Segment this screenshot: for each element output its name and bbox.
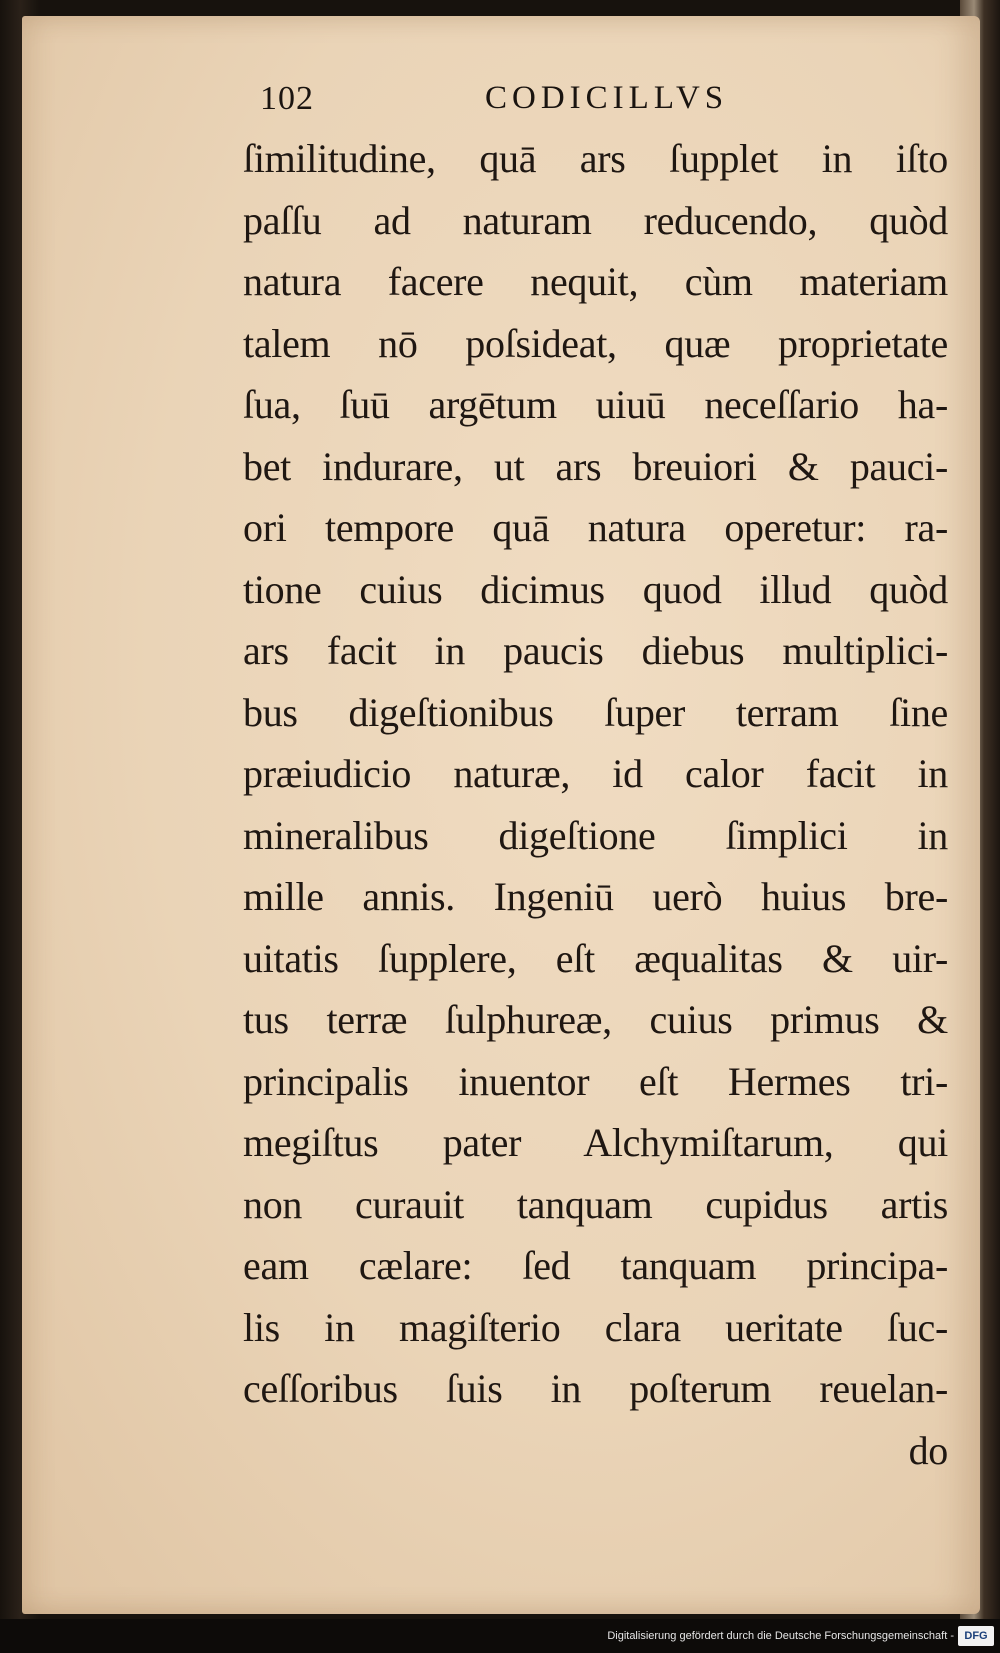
text-line: megiſtus pater Alchymiſtarum, qui <box>243 1120 948 1165</box>
catchword: do <box>908 1427 948 1473</box>
text-line: tus terræ ſulphureæ, cuius primus & <box>243 997 948 1042</box>
text-line: mineralibus digeſtione ſimplici in <box>243 812 948 858</box>
running-head: CODICILLVS <box>485 80 729 116</box>
text-line: ſua, ſuū argētum uiuū neceſſario ha- <box>243 382 948 427</box>
text-line: paſſu ad naturam reducendo, quòd <box>243 197 948 243</box>
text-line: bus digeſtionibus ſuper terram ſine <box>243 689 948 735</box>
text-line: bet indurare, ut ars breuiori & pauci- <box>243 443 948 489</box>
text-line: mille annis. Ingeniū uerò huius bre- <box>243 874 948 919</box>
text-line: ori tempore quā natura operetur: ra- <box>243 505 948 550</box>
text-line: non curauit tanquam cupidus artis <box>243 1181 948 1227</box>
page-number: 102 <box>260 80 314 117</box>
text-line: lis in magiſterio clara ueritate ſuc- <box>243 1304 948 1350</box>
text-line: eam cælare: ſed tanquam principa- <box>243 1243 948 1288</box>
text-block <box>243 128 948 1481</box>
text-line: tione cuius dicimus quod illud quòd <box>243 566 948 612</box>
text-line: natura facere nequit, cùm materiam <box>243 259 948 304</box>
digitization-credit: Digitalisierung gefördert durch die Deutsche Forschungsgemeinschaft - <box>0 1619 1000 1653</box>
text-line: præiudicio naturæ, id calor facit in <box>243 751 948 796</box>
text-line: ceſſoribus ſuis in poſterum reuelan- <box>243 1366 948 1411</box>
text-line: ſimilitudine, quā ars ſupplet in iſto <box>243 136 948 181</box>
text-line: principalis inuentor eſt Hermes tri- <box>243 1058 948 1104</box>
text-line: ars facit in paucis diebus multiplici- <box>243 628 948 673</box>
dfg-logo: DFG <box>958 1626 994 1646</box>
text-line: uitatis ſupplere, eſt æqualitas & uir- <box>243 935 948 981</box>
text-line: talem nō poſsideat, quæ proprietate <box>243 320 948 366</box>
